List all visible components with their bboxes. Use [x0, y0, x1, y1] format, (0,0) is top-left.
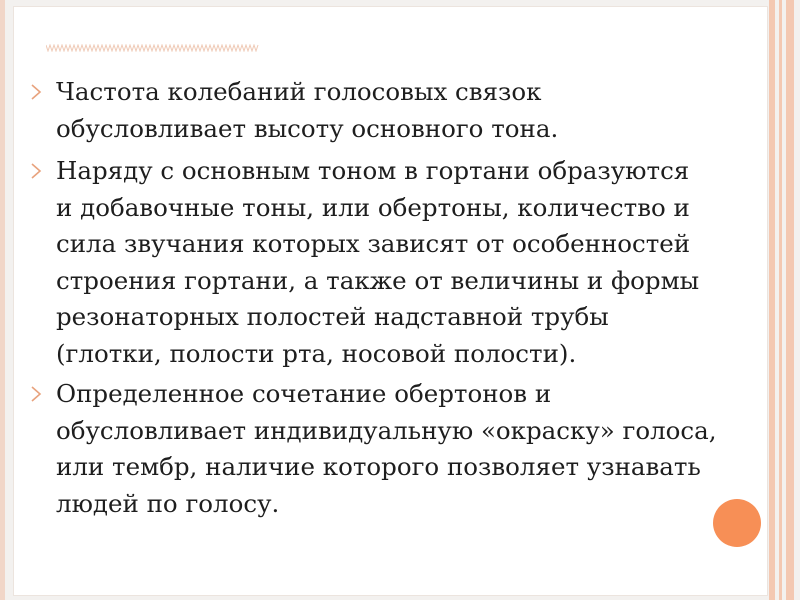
bullet-marker-icon: [30, 74, 56, 111]
right-accent-stripe-thin: [779, 0, 782, 600]
bullet-item: [30, 74, 730, 147]
orange-circle-decoration: [713, 499, 761, 547]
left-accent-stripe: [0, 0, 5, 600]
bullet-text: Определенное сочетание обертонов и обусловливает индивидуальную «окраску» голоса, или тембр, наличие которого позволяет узнавать людей по голосу.: [56, 379, 717, 518]
zigzag-divider-icon: [46, 44, 260, 52]
bullet-item: [30, 376, 730, 522]
right-accent-stripe-outer: [786, 0, 794, 600]
slide-content: [30, 74, 730, 526]
right-accent-stripe: [769, 0, 775, 600]
bullet-text: Наряду с основным тоном в гортани образуются и добавочные тоны, или обертоны, количество и сила звучания которых зависят от особенностей строения гортани, а также от величины и формы резонаторных полостей надставной трубы (глотки, полости рта, носовой полости).: [56, 156, 700, 368]
bullet-marker-icon: [30, 376, 56, 413]
bullet-marker-icon: [30, 153, 56, 190]
bullet-item: [30, 153, 730, 372]
zigzag-line: [46, 45, 258, 51]
bullet-text: Частота колебаний голосовых связок обусловливает высоту основного тона.: [56, 77, 559, 143]
